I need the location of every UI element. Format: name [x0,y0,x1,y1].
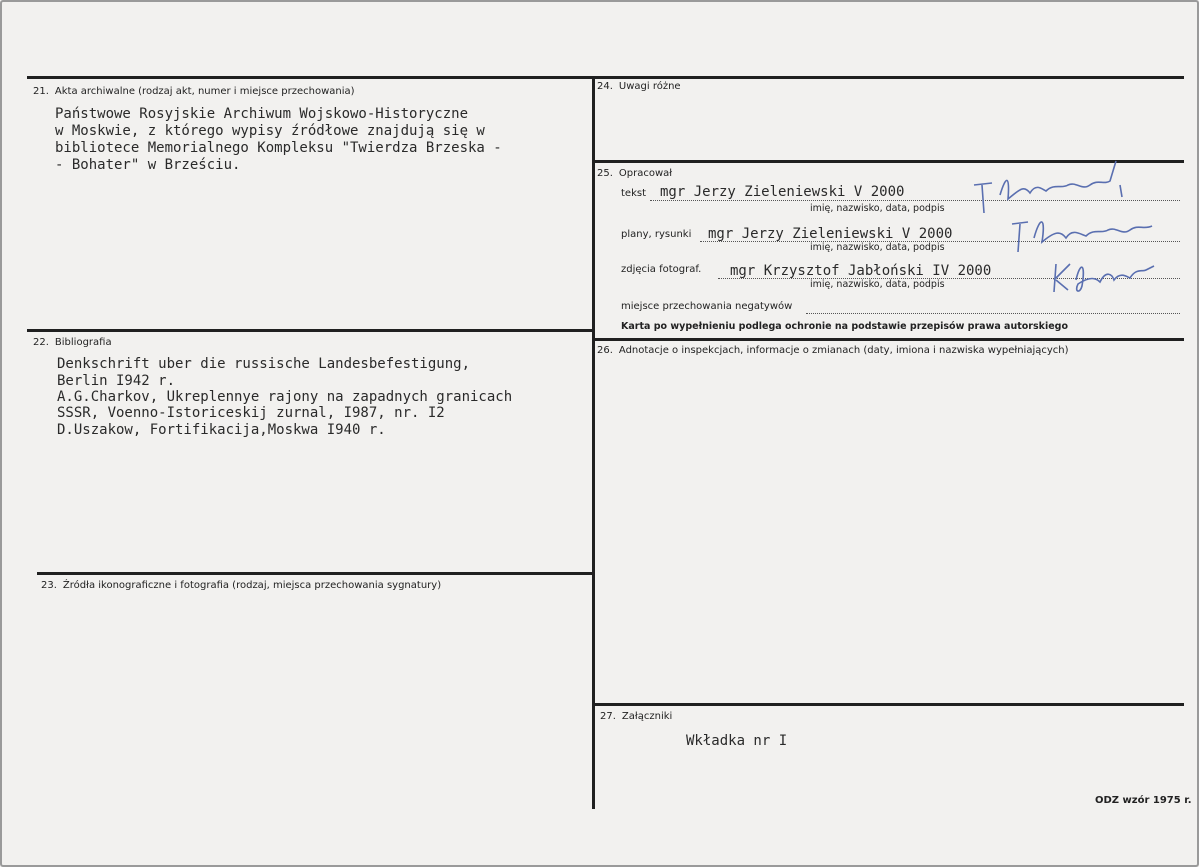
section-26-label [597,345,1069,357]
rule-27 [593,703,1184,706]
section-23-number: 23. [41,580,57,591]
rule-23 [37,572,593,575]
section-25-label [597,168,672,180]
section-26-number: 26. [597,345,613,356]
row-tekst-hint: imię, nazwisko, data, podpis [810,203,945,214]
signature-2-icon [1010,208,1160,258]
section-27-number: 27. [600,711,616,722]
section-25-number: 25. [597,168,613,179]
top-rule [27,76,1184,79]
row-zdjecia-hint: imię, nazwisko, data, podpis [810,279,945,290]
section-27-title: Załączniki [621,711,673,722]
section-26-title: Adnotacje o inspekcjach, informacje o zmianach (daty, imiona i nazwiska wypełniających) [618,345,1069,356]
rule-26 [593,338,1184,341]
row-plany-hint: imię, nazwisko, data, podpis [810,242,945,253]
section-22-label [33,337,112,349]
form-footer: ODZ wzór 1975 r. [1095,795,1192,806]
section-22-line-4: SSSR, Voenno-Istoriceskij zurnal, I987, nr. I2 [57,405,445,421]
row-zdjecia-value: mgr Krzysztof Jabłoński IV 2000 [730,263,992,279]
section-27-label [600,711,672,723]
section-22-line-3: A.G.Charkov, Ukreplennye rajony na zapadnych granicach [57,389,513,405]
section-21-title: Akta archiwalne (rodzaj akt, numer i miejsce przechowania) [54,86,355,97]
section-21-label [33,86,355,98]
section-21-line-4: - Bohater" w Brześciu. [55,157,241,173]
section-23-label [41,580,441,592]
section-25-title: Opracował [618,168,673,179]
section-22-number: 22. [33,337,49,348]
section-22-line-5: D.Uszakow, Fortifikacija,Moskwa I940 r. [57,422,386,438]
section-21-number: 21. [33,86,49,97]
section-24-title: Uwagi różne [618,81,681,92]
section-21-line-3: bibliotece Memorialnego Kompleksu "Twierdza Brzeska - [55,140,502,156]
row-plany-label: plany, rysunki [621,229,692,240]
section-24-number: 24. [597,81,613,92]
section-21-line-2: w Moskwie, z którego wypisy źródłowe znajdują się w [55,123,485,139]
section-22-line-1: Denkschrift uber die russische Landesbefestigung, [57,356,471,372]
section-22-line-2: Berlin I942 r. [57,373,176,389]
copyright-note: Karta po wypełnieniu podlega ochronie na podstawie przepisów prawa autorskiego [621,321,1068,332]
row-tekst-value: mgr Jerzy Zieleniewski V 2000 [660,184,905,200]
row-tekst-label: tekst [621,188,646,199]
signature-3-icon [1050,258,1160,298]
section-27-value: Wkładka nr I [686,733,788,749]
row-plany-value: mgr Jerzy Zieleniewski V 2000 [708,226,953,242]
section-24-label [597,81,681,93]
center-divider [592,76,595,809]
negatives-label: miejsce przechowania negatywów [621,301,793,312]
rule-22 [27,329,593,332]
section-22-title: Bibliografia [54,337,112,348]
negatives-line [806,313,1180,314]
section-21-line-1: Państwowe Rosyjskie Archiwum Wojskowo-Historyczne [55,106,469,122]
row-zdjecia-label: zdjęcia fotograf. [621,264,702,275]
section-23-title: Źródła ikonograficzne i fotografia (rodzaj, miejsca przechowania sygnatury) [62,580,442,591]
